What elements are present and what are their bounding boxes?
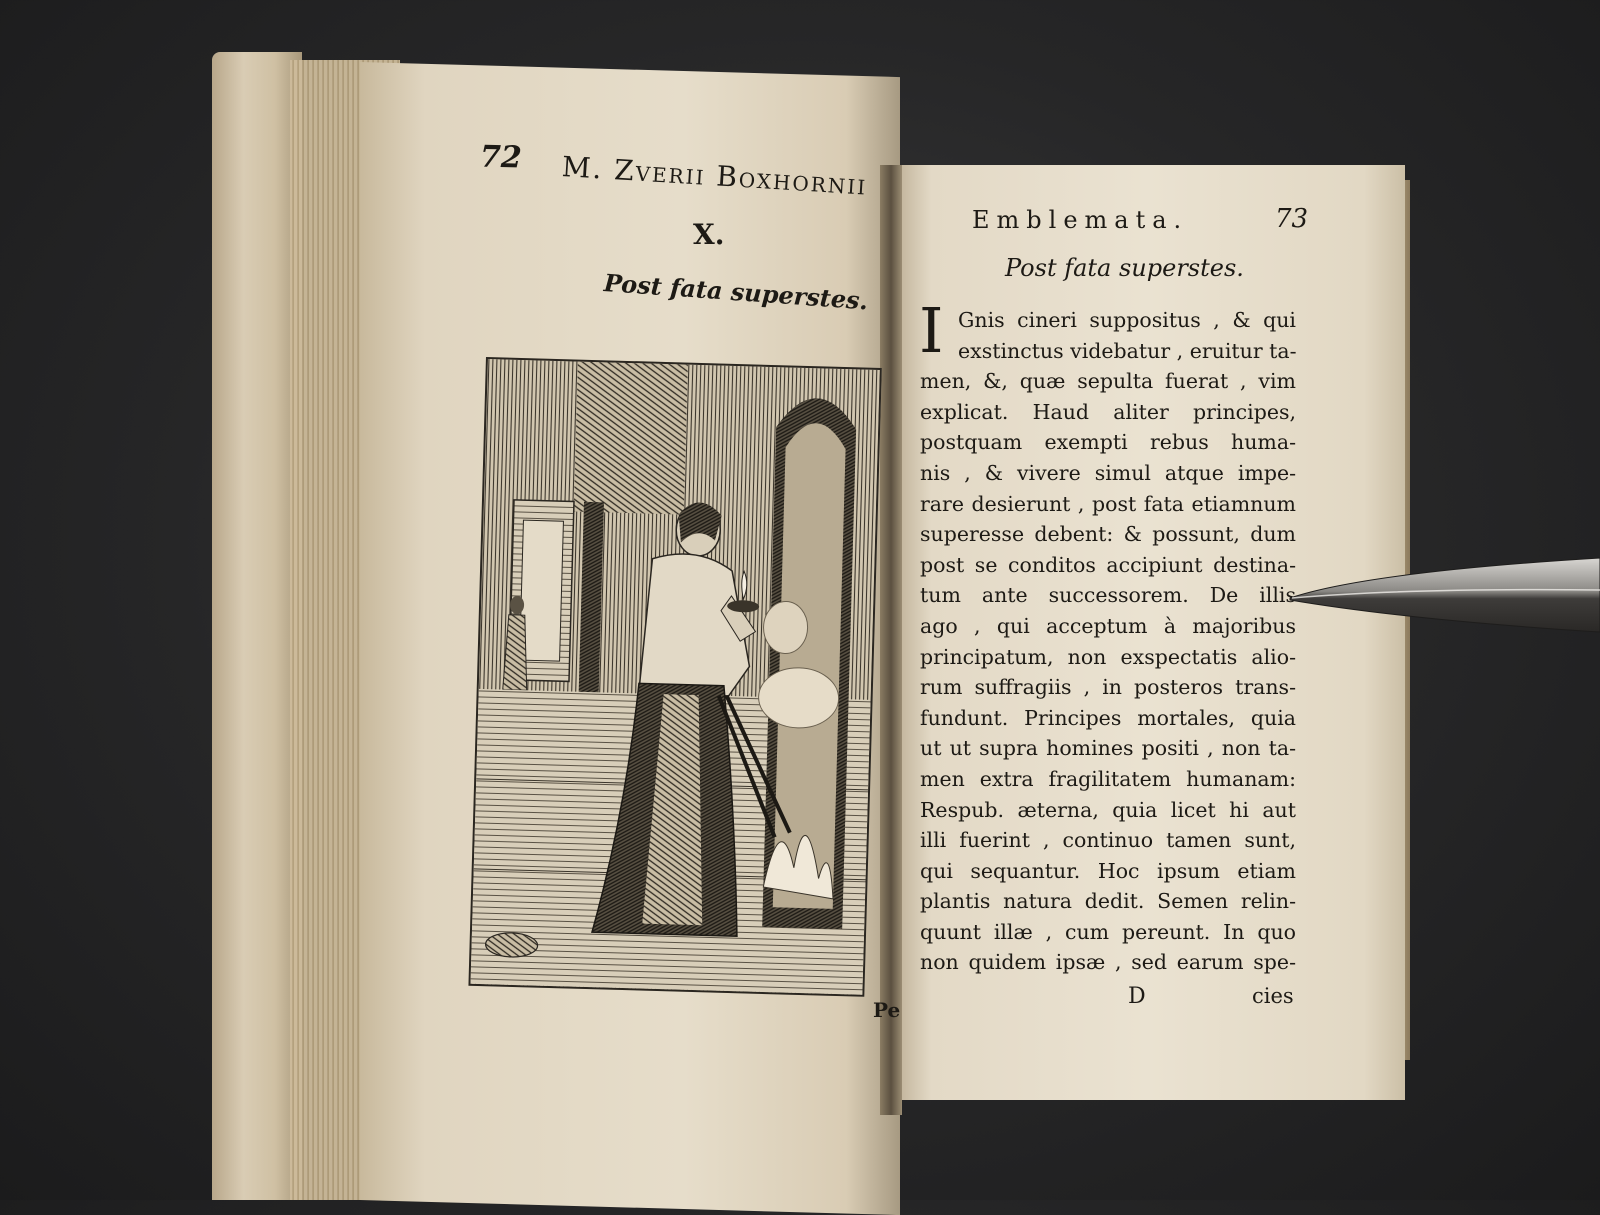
drop-cap: I (919, 294, 944, 367)
right-page-number: 73 (1275, 204, 1309, 234)
text-line: qui sequantur. Hoc ipsum etiam (920, 858, 1296, 883)
text-line: ut ut supra homines positi , non ta- (920, 736, 1296, 761)
vellum-cover (212, 52, 302, 1200)
right-page-body (920, 305, 1296, 978)
text-line: rare desierunt , post fata etiamnum (920, 491, 1296, 516)
text-line: fundunt. Principes mortales, quia (920, 705, 1296, 730)
right-running-head: Emblemata. (972, 206, 1189, 234)
knife-icon (1288, 550, 1600, 640)
text-line: ago , qui acceptum à majoribus (920, 613, 1296, 638)
text-line: explicat. Haud aliter principes, (920, 399, 1296, 424)
text-line: exstinctus videbatur , eruitur ta- (958, 338, 1297, 363)
text-line: postquam exempti rebus huma- (920, 430, 1296, 455)
text-line: quunt illæ , cum pereunt. In quo (920, 919, 1296, 944)
left-page-number: 72 (479, 139, 523, 176)
left-catchword: Pe (873, 998, 901, 1022)
left-motto: Post fata superstes. (602, 268, 869, 316)
emblem-numeral: X. (693, 218, 725, 251)
text-line: tum ante successorem. De illis (920, 583, 1296, 608)
right-motto: Post fata superstes. (1005, 254, 1244, 282)
left-running-head: M. Zverii Boxhornii (560, 150, 869, 202)
text-line: principatum, non exspectatis alio- (920, 644, 1296, 669)
text-line: Respub. æterna, quia licet hi aut (920, 797, 1296, 822)
text-line: superesse debent: & possunt, dum (920, 522, 1296, 547)
text-line: illi fuerint , continuo tamen sunt, (920, 828, 1296, 853)
text-line: plantis natura dedit. Semen relin- (920, 889, 1296, 914)
signature-mark: D (1128, 984, 1146, 1009)
right-catchword: cies (1252, 984, 1294, 1008)
text-line: nis , & vivere simul atque impe- (920, 460, 1296, 485)
text-line: men extra fragilitatem humanam: (920, 766, 1296, 791)
emblem-engraving (468, 357, 881, 997)
book-gutter (880, 165, 902, 1115)
text-line: men, &, quæ sepulta fuerat , vim (920, 369, 1296, 394)
text-line: rum suffragiis , in posteros trans- (920, 675, 1296, 700)
text-line: post se conditos accipiunt destina- (920, 552, 1296, 577)
text-line: non quidem ipsæ , sed earum spe- (920, 950, 1296, 975)
engraving-illustration (470, 359, 879, 995)
text-line: Gnis cineri suppositus , & qui (958, 308, 1296, 332)
